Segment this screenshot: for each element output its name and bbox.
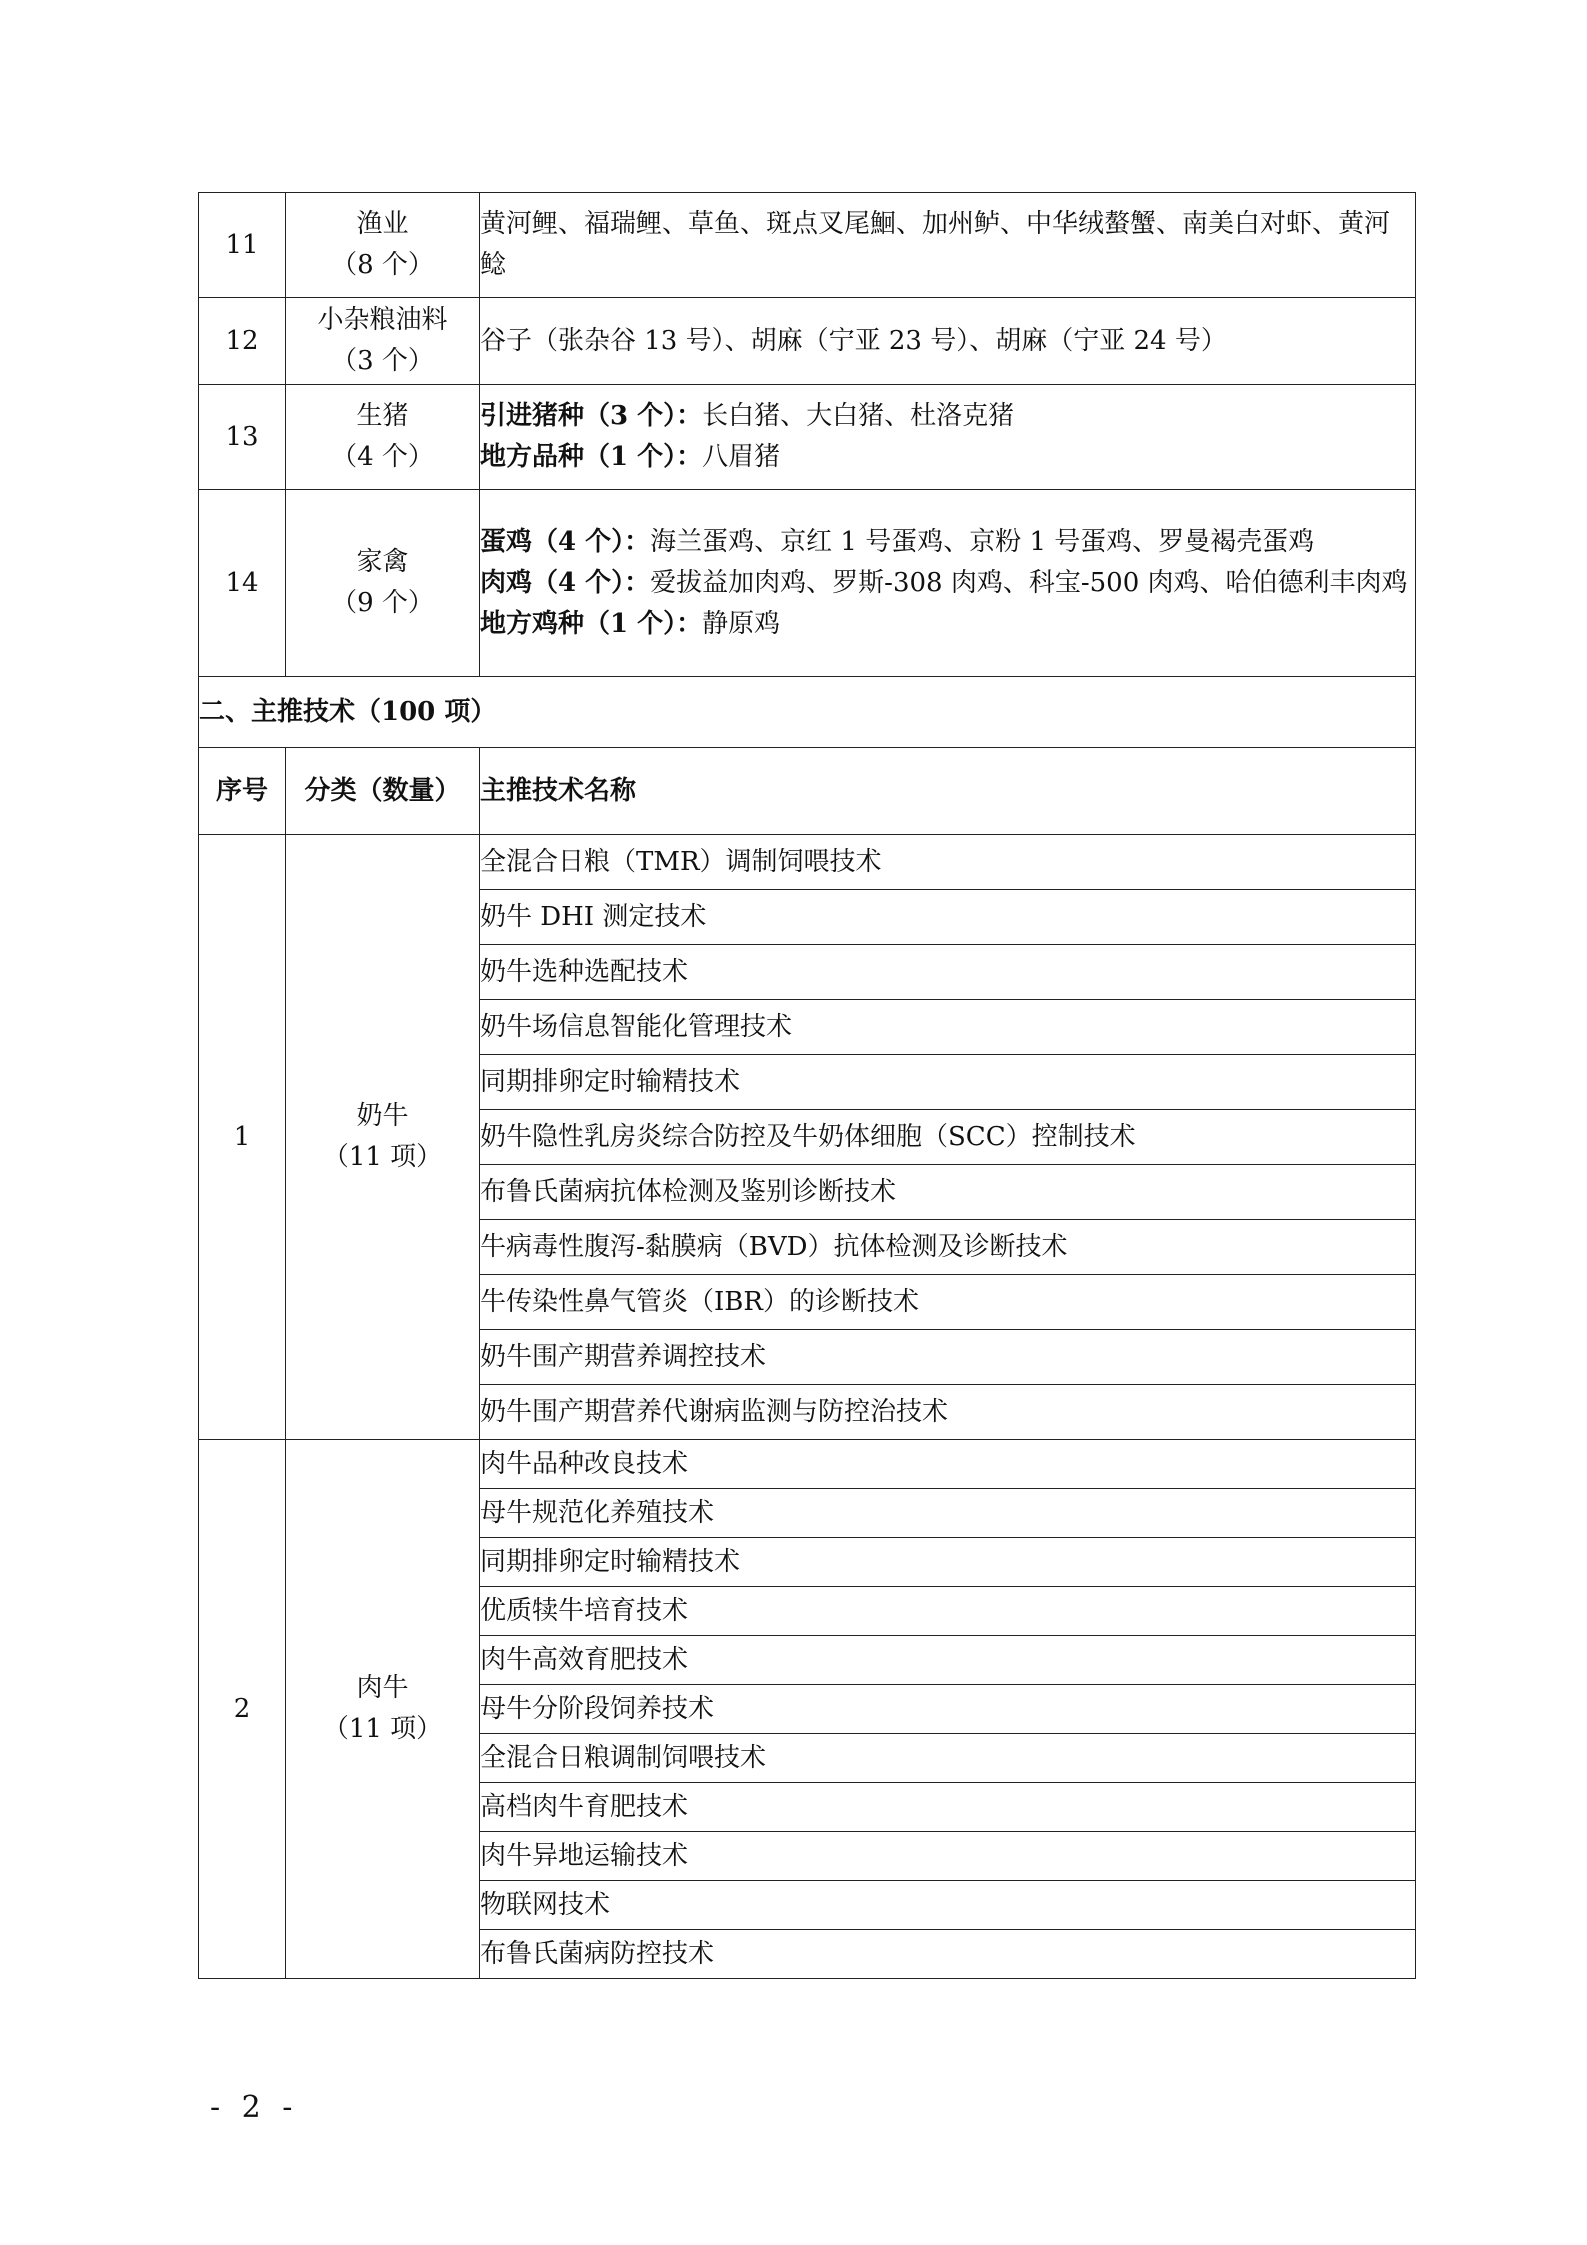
category-count: （8 个）: [331, 250, 434, 280]
tech-name: 奶牛场信息智能化管理技术: [480, 1000, 1416, 1055]
tech-name: 肉牛高效育肥技术: [480, 1636, 1416, 1685]
breed-list: [480, 490, 1416, 677]
breed-tech-table: [198, 192, 1416, 1979]
row-number: 12: [199, 298, 286, 385]
header-number: 序号: [199, 748, 286, 835]
breed-row: [199, 298, 1416, 385]
category-name: 小杂粮油料: [317, 305, 448, 335]
tech-name: 母牛分阶段饲养技术: [480, 1685, 1416, 1734]
breed-line: [480, 321, 1415, 362]
tech-name: 物联网技术: [480, 1881, 1416, 1930]
row-number: 13: [199, 385, 286, 490]
tech-name: 牛病毒性腹泻-黏膜病（BVD）抗体检测及诊断技术: [480, 1220, 1416, 1275]
table-header-row: [199, 748, 1416, 835]
breed-subgroup-label: 地方品种（1 个）：: [480, 442, 703, 472]
category-cell: [286, 490, 480, 677]
group-count: （11 项）: [322, 1714, 443, 1744]
section-title-row: [199, 677, 1416, 748]
category-cell: [286, 385, 480, 490]
tech-name: 奶牛选种选配技术: [480, 945, 1416, 1000]
category-name: 家禽: [356, 547, 409, 577]
header-tech-name: 主推技术名称: [480, 748, 1416, 835]
group-number: 1: [199, 835, 286, 1440]
tech-name: 布鲁氏菌病抗体检测及鉴别诊断技术: [480, 1165, 1416, 1220]
tech-name: 奶牛围产期营养调控技术: [480, 1330, 1416, 1385]
breed-names: 谷子（张杂谷 13 号）、胡麻（宁亚 23 号）、胡麻（宁亚 24 号）: [480, 325, 1227, 356]
breed-row: [199, 490, 1416, 677]
group-number: 2: [199, 1440, 286, 1979]
row-number: 11: [199, 193, 286, 298]
breed-line: [480, 204, 1415, 286]
tech-name: 全混合日粮调制饲喂技术: [480, 1734, 1416, 1783]
tech-name: 奶牛围产期营养代谢病监测与防控治技术: [480, 1385, 1416, 1440]
tech-name: 肉牛品种改良技术: [480, 1440, 1416, 1489]
breed-list: [480, 385, 1416, 490]
section-title: 二、主推技术（100 项）: [199, 677, 1416, 748]
category-count: （9 个）: [331, 588, 434, 618]
tech-name: 牛传染性鼻气管炎（IBR）的诊断技术: [480, 1275, 1416, 1330]
tech-name: 肉牛异地运输技术: [480, 1832, 1416, 1881]
category-count: （4 个）: [331, 442, 434, 472]
breed-list: [480, 193, 1416, 298]
group-name: 肉牛: [356, 1673, 409, 1703]
breed-line: [480, 396, 1415, 437]
tech-name: 高档肉牛育肥技术: [480, 1783, 1416, 1832]
breed-subgroup-label: 肉鸡（4 个）：: [480, 567, 651, 598]
document-page: [198, 192, 1416, 1979]
group-count: （11 项）: [322, 1142, 443, 1172]
category-cell: [286, 298, 480, 385]
category-name: 生猪: [356, 401, 409, 431]
row-number: 14: [199, 490, 286, 677]
breed-names: 爱拔益加肉鸡、罗斯-308 肉鸡、科宝-500 肉鸡、哈伯德利丰肉鸡: [650, 567, 1408, 598]
breed-names: 静原鸡: [702, 608, 781, 639]
tech-name: 同期排卵定时输精技术: [480, 1538, 1416, 1587]
page-number: - 2 -: [210, 2090, 299, 2125]
tech-name: 优质犊牛培育技术: [480, 1587, 1416, 1636]
category-cell: [286, 193, 480, 298]
breed-row: [199, 385, 1416, 490]
tech-row: [199, 835, 1416, 890]
breed-subgroup-label: 地方鸡种（1 个）：: [480, 608, 703, 639]
group-category: [286, 1440, 480, 1979]
breed-subgroup-label: 引进猪种（3 个）：: [480, 401, 703, 431]
category-count: （3 个）: [331, 346, 434, 376]
tech-name: 布鲁氏菌病防控技术: [480, 1930, 1416, 1979]
breed-line: [480, 563, 1415, 604]
group-category: [286, 835, 480, 1440]
breed-line: [480, 437, 1415, 478]
tech-name: 奶牛隐性乳房炎综合防控及牛奶体细胞（SCC）控制技术: [480, 1110, 1416, 1165]
breed-names: 长白猪、大白猪、杜洛克猪: [702, 401, 1015, 431]
breed-subgroup-label: 蛋鸡（4 个）：: [480, 526, 651, 557]
tech-name: 母牛规范化养殖技术: [480, 1489, 1416, 1538]
group-name: 奶牛: [356, 1101, 409, 1131]
breed-names: 黄河鲤、福瑞鲤、草鱼、斑点叉尾鮰、加州鲈、中华绒螯蟹、南美白对虾、黄河鲶: [480, 209, 1391, 280]
category-name: 渔业: [356, 209, 409, 239]
tech-row: [199, 1440, 1416, 1489]
tech-name: 全混合日粮（TMR）调制饲喂技术: [480, 835, 1416, 890]
breed-names: 八眉猪: [702, 442, 781, 472]
breed-row: [199, 193, 1416, 298]
breed-line: [480, 522, 1415, 563]
tech-name: 同期排卵定时输精技术: [480, 1055, 1416, 1110]
breed-list: [480, 298, 1416, 385]
breed-line: [480, 604, 1415, 645]
header-category: 分类（数量）: [286, 748, 480, 835]
tech-name: 奶牛 DHI 测定技术: [480, 890, 1416, 945]
breed-names: 海兰蛋鸡、京红 1 号蛋鸡、京粉 1 号蛋鸡、罗曼褐壳蛋鸡: [650, 526, 1315, 557]
